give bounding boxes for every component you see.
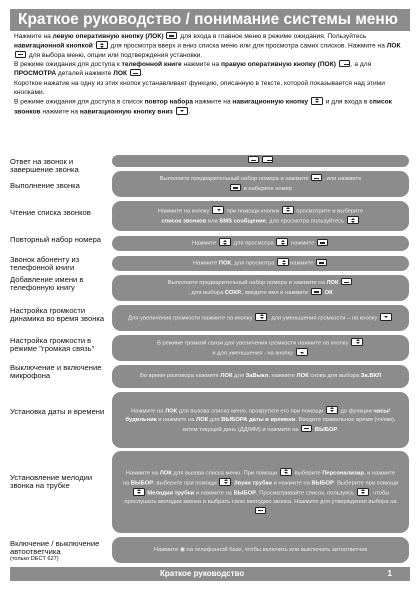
nav-key-icon (276, 238, 288, 246)
nav-key-icon (219, 478, 231, 486)
row-instruction: Нажмите на кнопку при помощи кнопки просмотрите и выберите список звонков или SMS сообщение, для просмотра пользуйтесь (112, 201, 409, 231)
answering-machine-icon: ◉ (179, 546, 185, 553)
intro-paragraph-1: Нажмите на левую оперативную кнопку (ЛОК) для входа в главное меню в режиме ожидания. Пользуйтесь навигационной кнопкой для просмотра вверх и вниз списка меню или для просмотра самих списков. Нажмите на ЛОК для выбора меню, опции или подтверждения установки. (14, 33, 401, 59)
row-instruction: Выполните предварительный набор номера и нажмите , или нажмите и наберите номер (112, 171, 409, 197)
row-label: Установка даты и времени (10, 407, 105, 416)
nav-key-icon (326, 406, 338, 414)
talk-key-icon (248, 156, 259, 163)
talk-key-icon (230, 184, 241, 191)
intro-paragraph-4: В режиме ожидания для доступа в список повтор набора нажмите на навигационную кнопку и для входа в список звонков нажмите на навигационную кнопку вниз . (14, 98, 392, 116)
talk-key-icon (317, 239, 328, 246)
nav-key-icon (357, 488, 369, 496)
left-softkey-icon (341, 278, 352, 285)
row-instruction: Нажмите на ЛОК для вызова списка меню, прокрутите его при помощи до функции часы/будильник и нажмите на ЛОК для ВЫБОРА даты и времени. Введите правильное время (чч/мм), затем текущий день (ДД/ММ) и нажмите на ВЫБОР. (112, 392, 409, 448)
nav-down-icon (212, 206, 224, 214)
row-label: Выполнение звонка (10, 181, 80, 190)
nav-down-icon (296, 348, 308, 356)
page-number: 1 (387, 569, 392, 578)
left-softkey-icon (301, 425, 312, 432)
row-instruction: Нажмите на ЛОК для вызова списка меню. При помощи выберите Персонализир. и нажмите на ВЫБОР, выберите при помощи Звуки трубки и нажмите на ВЫБОР. Выберите при помощи Мелодия трубки и нажмите на ВЫБОР. Просматривайте список, пользуясь , чтобы прослушать мелодии звонка и выбрать свою мелодию звонка. Нажмите для утверждения выбора на (112, 451, 409, 533)
row-instruction: Нажмите ПОК, для просмотра нажмите (112, 256, 409, 271)
footer-title: Краткое руководство (160, 569, 245, 578)
left-softkey-icon (255, 507, 266, 514)
page-title: Краткое руководство / понимание системы меню (10, 9, 410, 31)
row-label: Добавление имени в телефонную книгу (10, 275, 84, 293)
nav-key-icon (133, 488, 145, 496)
talk-key-icon (311, 174, 322, 181)
row-label: Звонок абоненту из телефонной книги (10, 255, 80, 273)
row-label: Включение / выключение автоответчика (только DECT 627) (10, 539, 100, 563)
nav-key-icon (277, 258, 289, 266)
row-label: Настройка громкости динамика во время звонка (10, 306, 105, 324)
nav-up-icon (255, 313, 267, 321)
row-label: Повторный набор номера (10, 235, 102, 244)
row-label: Ответ на звонок и завершение звонка (10, 157, 79, 175)
row-instruction: Для увеличения громкости нажмите на кнопку , для уменьшения громкости – на кнопку (112, 305, 409, 331)
row-label: Настройка громкости в режиме "громкая связь" (10, 336, 95, 354)
nav-key-icon (280, 468, 292, 476)
row-instruction: Выполните предварительный набор номера и нажмите на ЛОК , для выбора СОХР., введите имя и нажмите ОК (112, 275, 409, 301)
nav-key-icon (282, 206, 294, 214)
row-instruction: Нажмите для просмотра нажмите (112, 236, 409, 251)
intro-paragraph-2: В режиме ожидания для доступа к телефонной книге нажмите на правую оперативную кнопку (ПОК) , а для ПРОСМОТРА деталей нажмите ЛОК . (14, 61, 372, 78)
page-footer (10, 567, 410, 581)
intro-paragraph-3: Короткое нажатие на одну из этих кнопок устанавливает функцию, описанную в тексте, которой показывается над этими кнопками. (14, 79, 385, 96)
left-softkey-icon (311, 288, 322, 295)
row-instruction: В режиме громкой связи для увеличения громкости нажмите на кнопку и для уменьшения - на кнопку (112, 335, 409, 361)
talk-key-icon (316, 259, 327, 266)
row-instruction: Нажмите ◉ на телефонной базе, чтобы включить или выключить автоответчик (112, 537, 409, 563)
row-label: Чтение списка звонков (10, 208, 91, 217)
nav-key-icon (219, 238, 231, 246)
nav-up-icon (351, 338, 363, 346)
row-instruction: Во время разговора нажмите ЛОК для ЗаВыкл, нажмите ЛОК снова для выбора За.ВКЛ (112, 365, 409, 388)
nav-key-icon (347, 216, 359, 224)
row-label: Установление мелодии звонка на трубке (10, 473, 93, 491)
nav-down-icon (380, 313, 392, 321)
row-label: Выключение и включение микрофона (10, 363, 102, 381)
end-key-icon (262, 156, 273, 163)
row-instruction: / (112, 155, 409, 167)
